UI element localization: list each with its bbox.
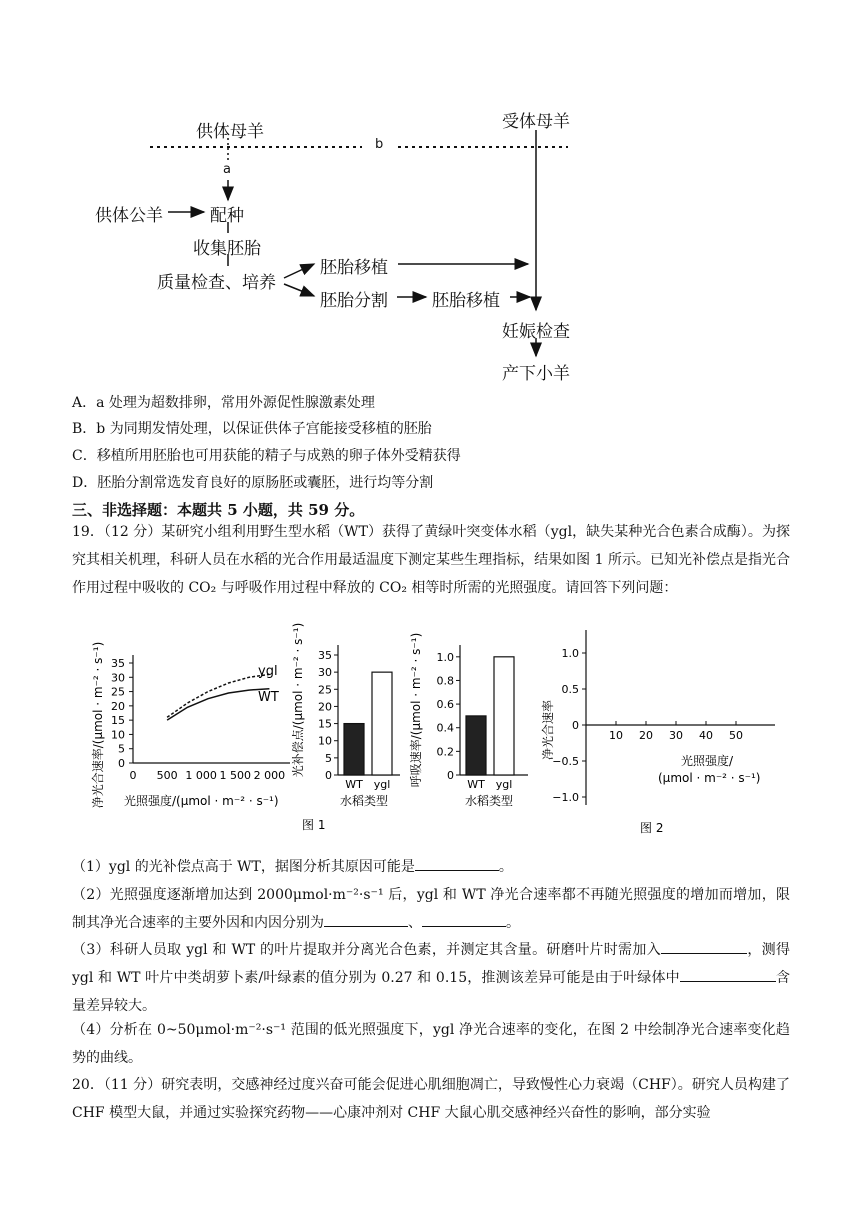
- mating-label: 配种: [210, 206, 244, 226]
- chart4-xlabel-line2: (μmol · m⁻² · s⁻¹): [658, 771, 761, 785]
- arrow-quality-to-split: [284, 284, 314, 296]
- q19-intro: 19．（12 分）某研究小组利用野生型水稻（WT）获得了黄绿叶突变体水稻（ygl，缺失某种光合色素合成酶）。为探究其相关机理，科研人员在水稻的光合作用最适温度下测定某些生理指标，结果如图 1 所示。已知光补偿点是指光合作用过程中吸收的 CO₂ 与呼吸作用过程中释放的 CO₂ 相等时所需的光照强度。请回答下列问题：: [72, 524, 790, 596]
- chart1-ylabel: 净光合速率/(μmol · m⁻² · s⁻¹): [91, 641, 105, 809]
- chart3-ylabel: 呼吸速率/(μmol · m⁻² · s⁻¹): [409, 632, 423, 788]
- chart3: [408, 633, 528, 808]
- chart1-ytick-label: 35: [111, 657, 125, 670]
- step-a-label: a: [223, 162, 231, 177]
- chart3-y-ticks: [437, 651, 461, 782]
- q19-sub2: [72, 881, 790, 937]
- chart1-xtick-label: 500: [156, 769, 178, 782]
- chart2: [290, 623, 400, 808]
- quality-check-label: 质量检查、培养: [157, 273, 276, 293]
- q19-sub3-text-a: （3）科研人员取 ygl 和 WT 的叶片提取并分离光合色素，并测定其含量。研磨叶片时需加入: [72, 942, 662, 958]
- chart2-ytick-label: 10: [318, 734, 332, 748]
- q19-sub1: [72, 853, 790, 881]
- answer-blank-3a[interactable]: [661, 938, 747, 954]
- chart3-xlabel: 水稻类型: [465, 794, 514, 808]
- q19-sub1-end: 。: [498, 859, 513, 875]
- chart3-ytick-label: 0: [447, 769, 454, 782]
- chart2-ylabel: 光补偿点/(μmol · m⁻² · s⁻¹): [291, 622, 305, 778]
- option-d: D．胚胎分割常选发育良好的原肠胚或囊胚，进行均等分割: [72, 475, 434, 491]
- chart4-xlabel-line1: 光照强度/: [681, 754, 734, 768]
- flowchart-lines: [0, 0, 860, 390]
- answer-blank-1[interactable]: [415, 855, 499, 871]
- chart4-ytick-label: 1.0: [561, 647, 579, 660]
- chart4-xtick-label: 30: [669, 729, 683, 742]
- chart3-ytick-label: 0.2: [436, 745, 454, 759]
- chart2-ytick-label: 30: [318, 666, 332, 680]
- q19-sub1-text: （1）ygl 的光补偿点高于 WT，据图分析其原因可能是: [72, 859, 415, 875]
- chart1: [90, 642, 290, 809]
- chart1-series-wt: [167, 689, 269, 720]
- q20-intro: 20．（11 分）研究表明，交感神经过度兴奋可能会促进心肌细胞凋亡，导致慢性心力衰竭（CHF）。研究人员构建了 CHF 模型大鼠，并通过实验探究药物——心康冲剂对 CHF 大鼠心肌交感神经兴奋性的影响，部分实验: [72, 1077, 790, 1121]
- embryo-transfer-label-2: 胚胎移植: [432, 291, 500, 311]
- option-a: A．a 处理为超数排卵，常用外源促性腺激素处理: [72, 395, 375, 411]
- answer-blank-2b[interactable]: [422, 911, 506, 927]
- chart1-legend-wt: WT: [258, 690, 279, 705]
- arrow-quality-to-transfer: [284, 264, 314, 278]
- figure2-caption: 图 2: [640, 821, 664, 835]
- chart4-ytick-label: 0.5: [561, 683, 579, 696]
- option-c: C．移植所用胚胎也可用获能的精子与成熟的卵子体外受精获得: [72, 448, 461, 464]
- chart2-ytick-label: 5: [325, 751, 332, 765]
- chart3-category-label: WT: [467, 778, 485, 791]
- chart1-ytick-label: 5: [118, 742, 125, 756]
- chart1-ytick-label: 10: [111, 728, 125, 742]
- option-b: B．b 为同期发情处理，以保证供体子宫能接受移植的胚胎: [72, 421, 432, 437]
- answer-blank-3b[interactable]: [680, 966, 776, 982]
- chart4: [540, 630, 775, 805]
- figures-svg: [0, 615, 860, 845]
- chart4-ylabel: 净光合速率: [541, 699, 555, 761]
- pregnancy-check-label: 妊娠检查: [502, 322, 570, 342]
- chart4-xtick-label: 50: [729, 729, 743, 742]
- chart1-ytick-label: 25: [111, 685, 125, 699]
- donor-ewe-label: 供体母羊: [196, 122, 264, 142]
- chart4-y-ticks: [552, 647, 586, 804]
- chart4-xtick-label: 40: [699, 729, 713, 742]
- answer-blank-2a[interactable]: [324, 911, 408, 927]
- chart1-xtick-label: 2 000: [253, 769, 286, 782]
- chart3-ytick-label: 0.8: [436, 674, 454, 688]
- chart4-ytick-label: −0.5: [552, 755, 579, 768]
- q19-sub3: [72, 936, 790, 1020]
- chart3-category-label: ygl: [495, 778, 513, 791]
- recipient-ewe-label: 受体母羊: [502, 112, 570, 132]
- chart1-xlabel: 光照强度/(μmol · m⁻² · s⁻¹): [124, 794, 279, 808]
- chart3-bar-ygl: [494, 657, 514, 775]
- q19-sub2-sep: 、: [408, 915, 422, 931]
- figure1-caption: 图 1: [302, 818, 326, 832]
- chart2-bar-wt: [344, 724, 364, 775]
- chart3-ytick-label: 1.0: [436, 650, 454, 664]
- collect-embryo-label: 收集胚胎: [193, 239, 261, 259]
- donor-ram-label: 供体公羊: [95, 206, 163, 226]
- chart4-xtick-label: 10: [609, 729, 623, 742]
- chart4-xtick-label: 20: [639, 729, 653, 742]
- embryo-split-label: 胚胎分割: [320, 291, 388, 311]
- chart4-ytick-label: −1.0: [552, 791, 579, 804]
- q19-sub2-text: （2）光照强度逐渐增加达到 2000μmol·m⁻²·s⁻¹ 后，ygl 和 WT 净光合速率都不再随光照强度的增加而增加，限制其净光合速率的主要外因和内因分别为: [72, 887, 790, 931]
- chart1-ytick-label: 0: [118, 757, 125, 770]
- chart1-ytick-label: 20: [111, 699, 125, 713]
- embryo-transfer-label-1: 胚胎移植: [320, 258, 388, 278]
- q19-sub3-end: 含量差异较大。: [72, 970, 790, 1014]
- chart1-xtick-label: 1 000: [185, 769, 217, 782]
- chart1-xtick-label: 0: [129, 769, 137, 782]
- chart1-ytick-label: 15: [111, 714, 125, 728]
- chart3-bar-wt: [466, 716, 486, 775]
- chart2-ytick-label: 25: [318, 683, 332, 697]
- q19-sub2-end: 。: [506, 915, 520, 931]
- birth-label: 产下小羊: [502, 364, 570, 384]
- chart2-ytick-label: 0: [325, 769, 332, 782]
- chart2-ytick-label: 15: [318, 717, 332, 731]
- chart2-y-ticks: [318, 649, 338, 782]
- chart2-category-label: ygl: [373, 778, 391, 791]
- chart2-category-label: WT: [345, 778, 363, 791]
- chart2-xlabel: 水稻类型: [340, 794, 389, 808]
- chart3-ytick-label: 0.4: [436, 721, 454, 735]
- section-title: 三、非选择题：本题共 5 小题，共 59 分。: [72, 501, 365, 519]
- chart1-y-ticks: [111, 657, 133, 770]
- step-b-label: b: [375, 137, 384, 152]
- chart2-ytick-label: 35: [318, 649, 332, 662]
- chart4-xlabel: [658, 753, 760, 785]
- chart1-legend-ygl: ygl: [258, 664, 278, 679]
- chart1-x-ticks: [130, 769, 286, 782]
- chart1-xtick-label: 1 500: [219, 769, 252, 782]
- chart1-ytick-label: 30: [111, 671, 125, 685]
- q19-sub3-text-b: ，测得 ygl 和 WT 叶片中类胡萝卜素/叶绿素的值分别为 0.27 和 0.15，推测该差异可能是由于叶绿体中: [72, 942, 791, 986]
- chart4-x-ticks: [609, 721, 743, 742]
- chart2-ytick-label: 20: [318, 700, 332, 714]
- q19-sub4: （4）分析在 0~50μmol·m⁻²·s⁻¹ 范围的低光照强度下，ygl 净光合速率的变化，在图 2 中绘制净光合速率变化趋势的曲线。: [72, 1022, 790, 1066]
- chart3-ytick-label: 0.6: [436, 698, 454, 712]
- chart3-bars: [466, 657, 514, 791]
- chart2-bar-ygl: [372, 672, 392, 775]
- chart2-bars: [344, 672, 392, 791]
- chart4-ytick-label: 0: [572, 719, 579, 732]
